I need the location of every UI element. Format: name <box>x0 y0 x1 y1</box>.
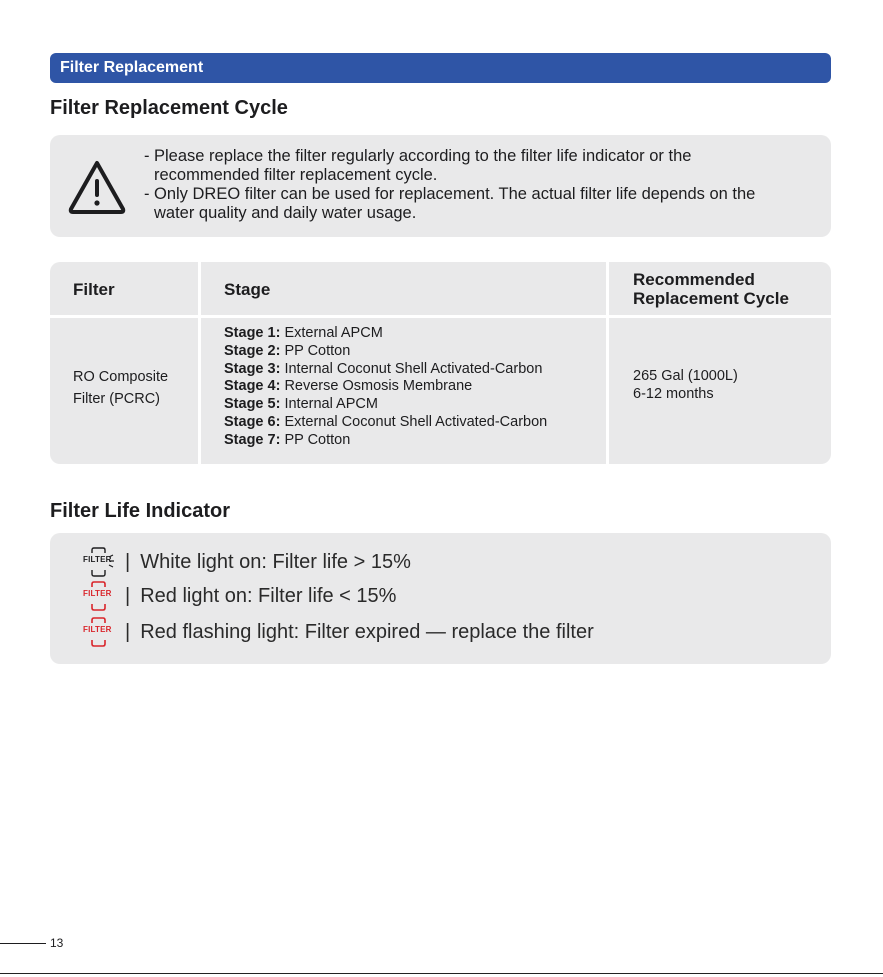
filter-name-line1: RO Composite <box>73 369 169 385</box>
header-filter: Filter <box>73 280 115 299</box>
table-header-divider <box>50 315 831 318</box>
section-header-bar <box>50 53 831 83</box>
cycle-time: 6-12 months <box>633 386 714 402</box>
stage-item: Stage 4: Reverse Osmosis Membrane <box>224 378 473 395</box>
table-column-divider <box>198 262 201 464</box>
filter-name-line2: Filter (PCRC) <box>73 391 160 407</box>
stage-item: Stage 3: Internal Coconut Shell Activated-Carbon <box>224 360 543 377</box>
stage-item: Stage 1: External APCM <box>224 325 383 341</box>
indicator-text-red-flashing: Red flashing light: Filter expired — replace the filter <box>140 620 594 643</box>
indicator-row-red-flashing: FILTER | Red flashing light: Filter expired — replace the filter <box>82 617 594 647</box>
stage-list <box>224 325 547 450</box>
header-cycle <box>633 270 789 308</box>
header-cycle-line1: Recommended <box>633 270 755 289</box>
indicator-row-white: FILTER | White light on: Filter life > 15% <box>82 547 411 577</box>
warning-panel <box>50 135 831 237</box>
warning-line-2a: Only DREO filter can be used for replacement. The actual filter life depends on the <box>154 185 756 203</box>
indicator-row-red: FILTER | Red light on: Filter life < 15% <box>82 581 396 611</box>
warning-triangle-icon <box>67 157 127 217</box>
table-column-divider <box>606 262 609 464</box>
cycle-heading: Filter Replacement Cycle <box>50 97 288 119</box>
header-cycle-line2: Replacement Cycle <box>633 289 789 308</box>
warning-line-2b: water quality and daily water usage. <box>154 204 417 222</box>
stage-item: Stage 5: Internal APCM <box>224 396 378 413</box>
stage-item: Stage 2: PP Cotton <box>224 342 351 359</box>
page-number: 13 <box>50 936 64 950</box>
stage-item: Stage 7: PP Cotton <box>224 431 351 448</box>
indicator-text-red: Red light on: Filter life < 15% <box>140 584 397 607</box>
filter-red-flashing-icon: FILTER <box>82 617 116 647</box>
header-stage: Stage <box>224 280 271 299</box>
warning-text: - Please replace the filter regularly according to the filter life indicator or the recommended filter replacement cycle. - Only DREO filter can be used for replacement. The actual filter life depends on the water quality and daily water usage. <box>144 147 756 222</box>
indicator-panel <box>50 533 831 664</box>
filter-name <box>73 366 168 410</box>
section-header-label: Filter Replacement <box>60 59 204 76</box>
warning-line-1b: recommended filter replacement cycle. <box>154 166 438 184</box>
filter-red-light-icon: FILTER <box>82 581 116 611</box>
indicator-heading: Filter Life Indicator <box>50 500 231 522</box>
indicator-text-white: White light on: Filter life > 15% <box>140 550 411 573</box>
filter-white-light-icon: FILTER <box>82 547 116 577</box>
cycle-volume: 265 Gal (1000L) <box>633 368 738 384</box>
cycle-values <box>633 367 738 403</box>
warning-line-1a: Please replace the filter regularly according to the filter life indicator or the <box>154 147 692 165</box>
filter-table <box>50 262 831 464</box>
footer-rule <box>0 943 46 944</box>
bottom-rule <box>0 973 883 974</box>
stage-item: Stage 6: External Coconut Shell Activated-Carbon <box>224 413 548 430</box>
